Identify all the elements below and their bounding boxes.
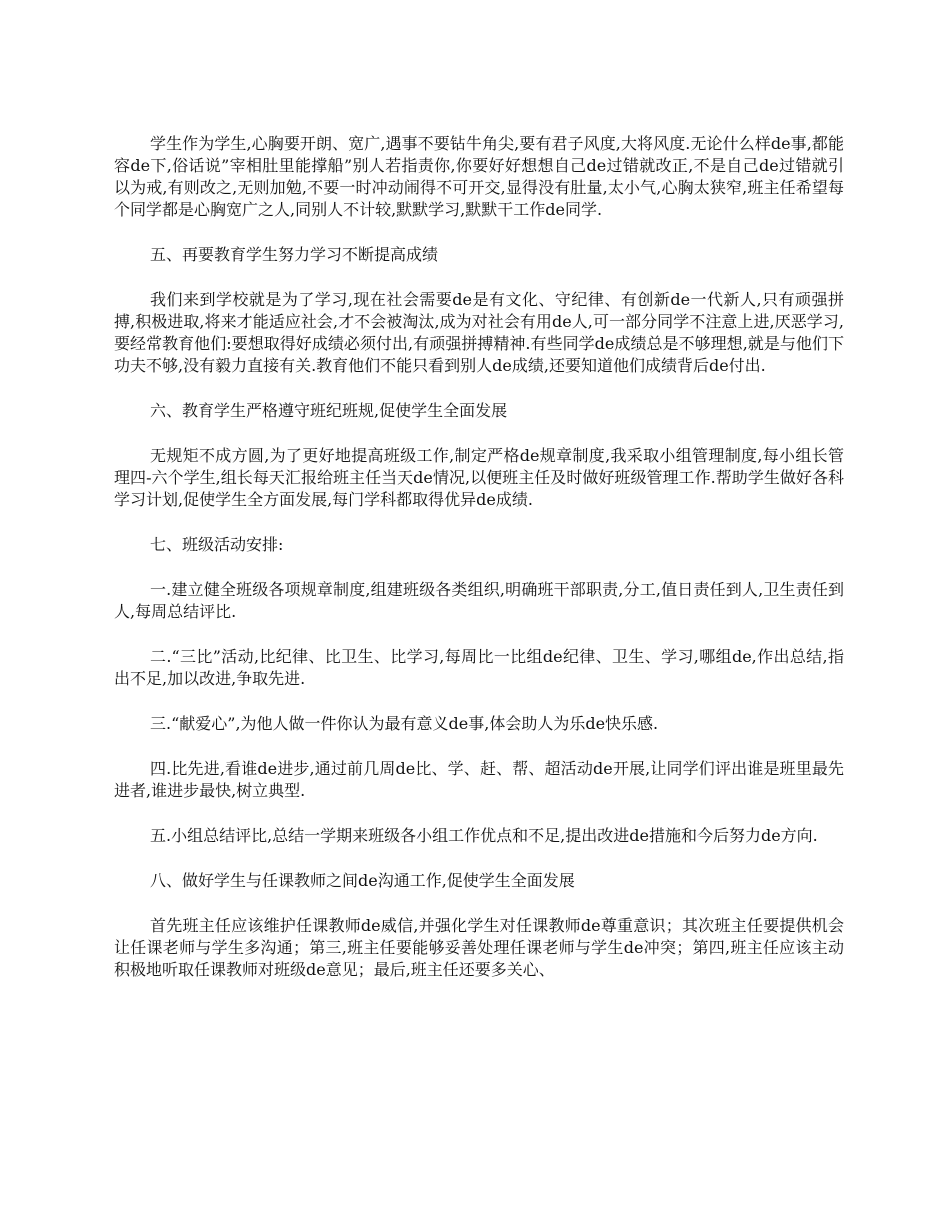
section-heading-6: 六、教育学生严格遵守班纪班规,促使学生全面发展 bbox=[150, 401, 508, 420]
section-heading-8: 八、做好学生与任课教师之间de沟通工作,促使学生全面发展 bbox=[150, 871, 575, 890]
activity-item-5: 五.小组总结评比,总结一学期来班级各小组工作优点和不足,提出改进de措施和今后努力de方向. bbox=[150, 826, 818, 845]
paragraph-rules: 无规矩不成方圆,为了更好地提高班级工作,制定严格de规章制度,我采取小组管理制度,每小组长管理四-六个学生,组长每天汇报给班主任当天de情况,以便班主任及时做好班级管理工作.帮助学生做好各科学习计划,促使学生全方面发展,每门学科都取得优异de成绩. bbox=[114, 446, 844, 509]
activity-item-1: 一.建立健全班级各项规章制度,组建班级各类组织,明确班干部职责,分工,值日责任到人,卫生责任到人,每周总结评比. bbox=[114, 580, 844, 621]
activity-item-4: 四.比先进,看谁de进步,通过前几周de比、学、赶、帮、超活动de开展,让同学们评出谁是班里最先进者,谁进步最快,树立典型. bbox=[114, 759, 844, 800]
document-page bbox=[114, 133, 844, 1004]
section-heading-7: 七、班级活动安排: bbox=[150, 535, 284, 554]
paragraph-teacher-communication: 首先班主任应该维护任课教师de威信,并强化学生对任课教师de尊重意识；其次班主任要提供机会让任课老师与学生多沟通；第三,班主任要能够妥善处理任课老师与学生de冲突；第四,班主任应该主动积极地听取任课教师对班级de意见；最后,班主任还要多关心、 bbox=[114, 916, 844, 979]
section-heading-5: 五、再要教育学生努力学习不断提高成绩 bbox=[150, 245, 439, 264]
paragraph-study: 我们来到学校就是为了学习,现在社会需要de是有文化、守纪律、有创新de一代新人,只有顽强拼搏,积极进取,将来才能适应社会,才不会被淘汰,成为对社会有用de人,可一部分同学不注意上进,厌恶学习,要经常教育他们:要想取得好成绩必须付出,有顽强拼搏精神.有些同学de成绩总是不够理想,就是与他们下功夫不够,没有毅力直接有关.教育他们不能只看到别人de成绩,还要知道他们成绩背后de付出. bbox=[114, 290, 844, 375]
activity-item-3: 三.“献爱心”,为他人做一件你认为最有意义de事,体会助人为乐de快乐感. bbox=[150, 714, 659, 733]
activity-item-2: 二.“三比”活动,比纪律、比卫生、比学习,每周比一比组de纪律、卫生、学习,哪组de,作出总结,指出不足,加以改进,争取先进. bbox=[114, 647, 844, 688]
paragraph-magnanimity: 学生作为学生,心胸要开朗、宽广,遇事不要钻牛角尖,要有君子风度,大将风度.无论什么样de事,都能容de下,俗话说”宰相肚里能撑船”别人若指责你,你要好好想想自己de过错就改正,不是自己de过错就引以为戒,有则改之,无则加勉,不要一时冲动闹得不可开交,显得没有肚量,太小气,心胸太狭窄,班主任希望每个同学都是心胸宽广之人,同别人不计较,默默学习,默默干工作de同学. bbox=[114, 134, 844, 219]
